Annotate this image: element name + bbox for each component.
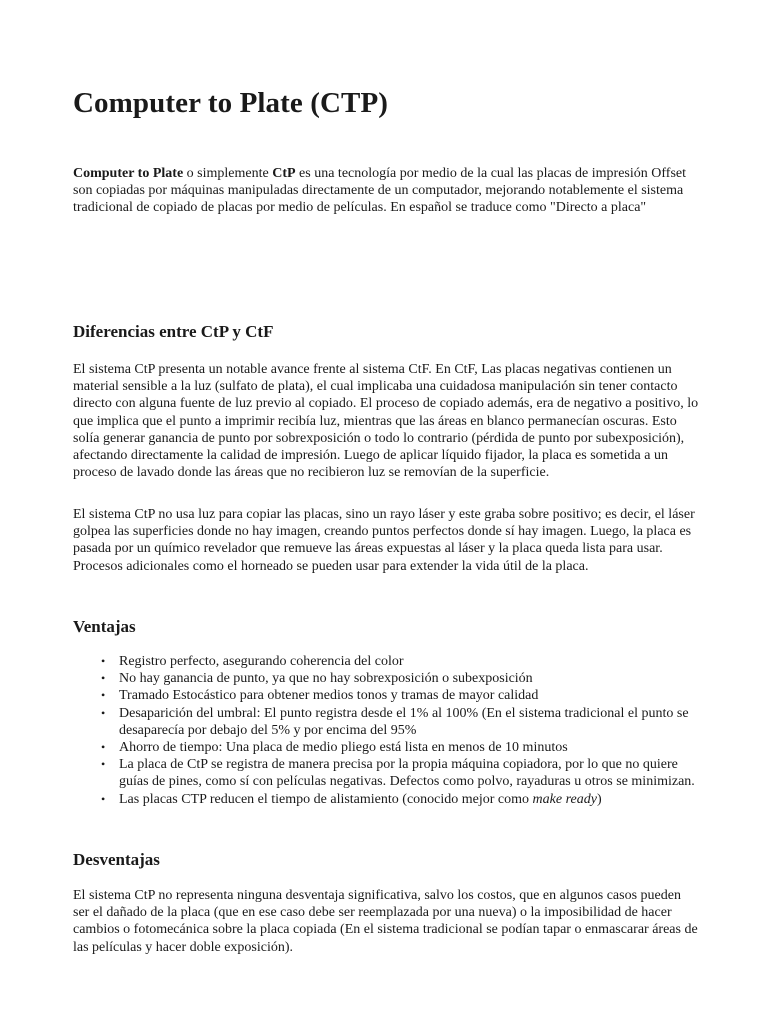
ventajas-list bbox=[73, 653, 699, 808]
intro-text-2: es una tecnología por medio de la cual las placas de impresión Offset son copiadas por máquinas manipuladas directamente de un computador, mejorando notablemente el sistema tradicional de copiado de placas por medio de películas. En español se traduce como "Directo a placa" bbox=[73, 166, 686, 216]
intro-paragraph bbox=[73, 165, 699, 217]
list-item: • No hay ganancia de punto, ya que no hay sobrexposición o subexposición bbox=[119, 670, 699, 687]
intro-term: Computer to Plate bbox=[73, 166, 184, 181]
diferencias-paragraph-1: El sistema CtP presenta un notable avance frente al sistema CtF. En CtF, Las placas negativas contienen un material sensible a la luz (sulfato de plata), el cual implicaba una cuidadosa manipulación sin tener contacto directo con alguna fuente de luz previo al copiado. El proceso de copiado además, era de negativo a positivo, lo que implica que el punto a imprimir recibía luz, mientras que las áreas en blanco permanecían oscuras. Esto solía generar ganancia de punto por sobrexposición o todo lo contrario (pérdida de punto por subexposición), afectando directamente la calidad de impresión. Luego de aplicar líquido fijador, la placa es sometida a un proceso de lavado donde las áreas que no recibieron luz se removían de la superficie. bbox=[73, 362, 699, 481]
list-item-text: Las placas CTP reducen el tiempo de alistamiento (conocido mejor como bbox=[119, 791, 533, 807]
list-item bbox=[119, 791, 699, 808]
list-item-emphasis: make ready bbox=[532, 791, 597, 807]
heading-diferencias: Diferencias entre CtP y CtF bbox=[73, 322, 274, 341]
intro-text-1: o simplemente bbox=[183, 166, 273, 181]
list-item: • La placa de CtP se registra de manera precisa por la propia máquina copiadora, por lo que no quiere guías de pines, como sí con películas negativas. Defectos como polvo, rayaduras u otros se minimizan. bbox=[119, 756, 699, 790]
page-title: Computer to Plate (CTP) bbox=[73, 87, 389, 119]
heading-desventajas: Desventajas bbox=[73, 850, 160, 869]
diferencias-paragraph-2: El sistema CtP no usa luz para copiar las placas, sino un rayo láser y este graba sobre positivo; es decir, el láser golpea las superficies donde no hay imagen, creando puntos perfectos donde sí hay imagen. Luego, la placa es pasada por un químico revelador que remueve las áreas expuestas al láser y la placa queda lista para usar. Procesos adicionales como el horneado se pueden usar para extender la vida útil de la placa. bbox=[73, 507, 695, 574]
intro-abbr: CtP bbox=[272, 166, 296, 181]
list-item: • Ahorro de tiempo: Una placa de medio pliego está lista en menos de 10 minutos bbox=[119, 739, 699, 756]
heading-ventajas: Ventajas bbox=[73, 617, 136, 636]
list-item: • Registro perfecto, asegurando coherencia del color bbox=[119, 653, 699, 670]
desventajas-paragraph: El sistema CtP no representa ninguna desventaja significativa, salvo los costos, que en algunos casos pueden ser el dañado de la placa (que en ese caso debe ser reemplazada por una nueva) o la imposibilidad de hacer cambios o fotomecánica sobre la placa copiada (En el sistema tradicional se podían tapar o enmascarar áreas de las películas y hacer doble exposición). bbox=[73, 888, 698, 955]
list-item-end: ) bbox=[596, 791, 602, 807]
list-item: • Tramado Estocástico para obtener medios tonos y tramas de mayor calidad bbox=[119, 687, 699, 704]
list-item: • Desaparición del umbral: El punto registra desde el 1% al 100% (En el sistema tradicional el punto se desaparecía por debajo del 5% y por encima del 95% bbox=[119, 705, 699, 739]
